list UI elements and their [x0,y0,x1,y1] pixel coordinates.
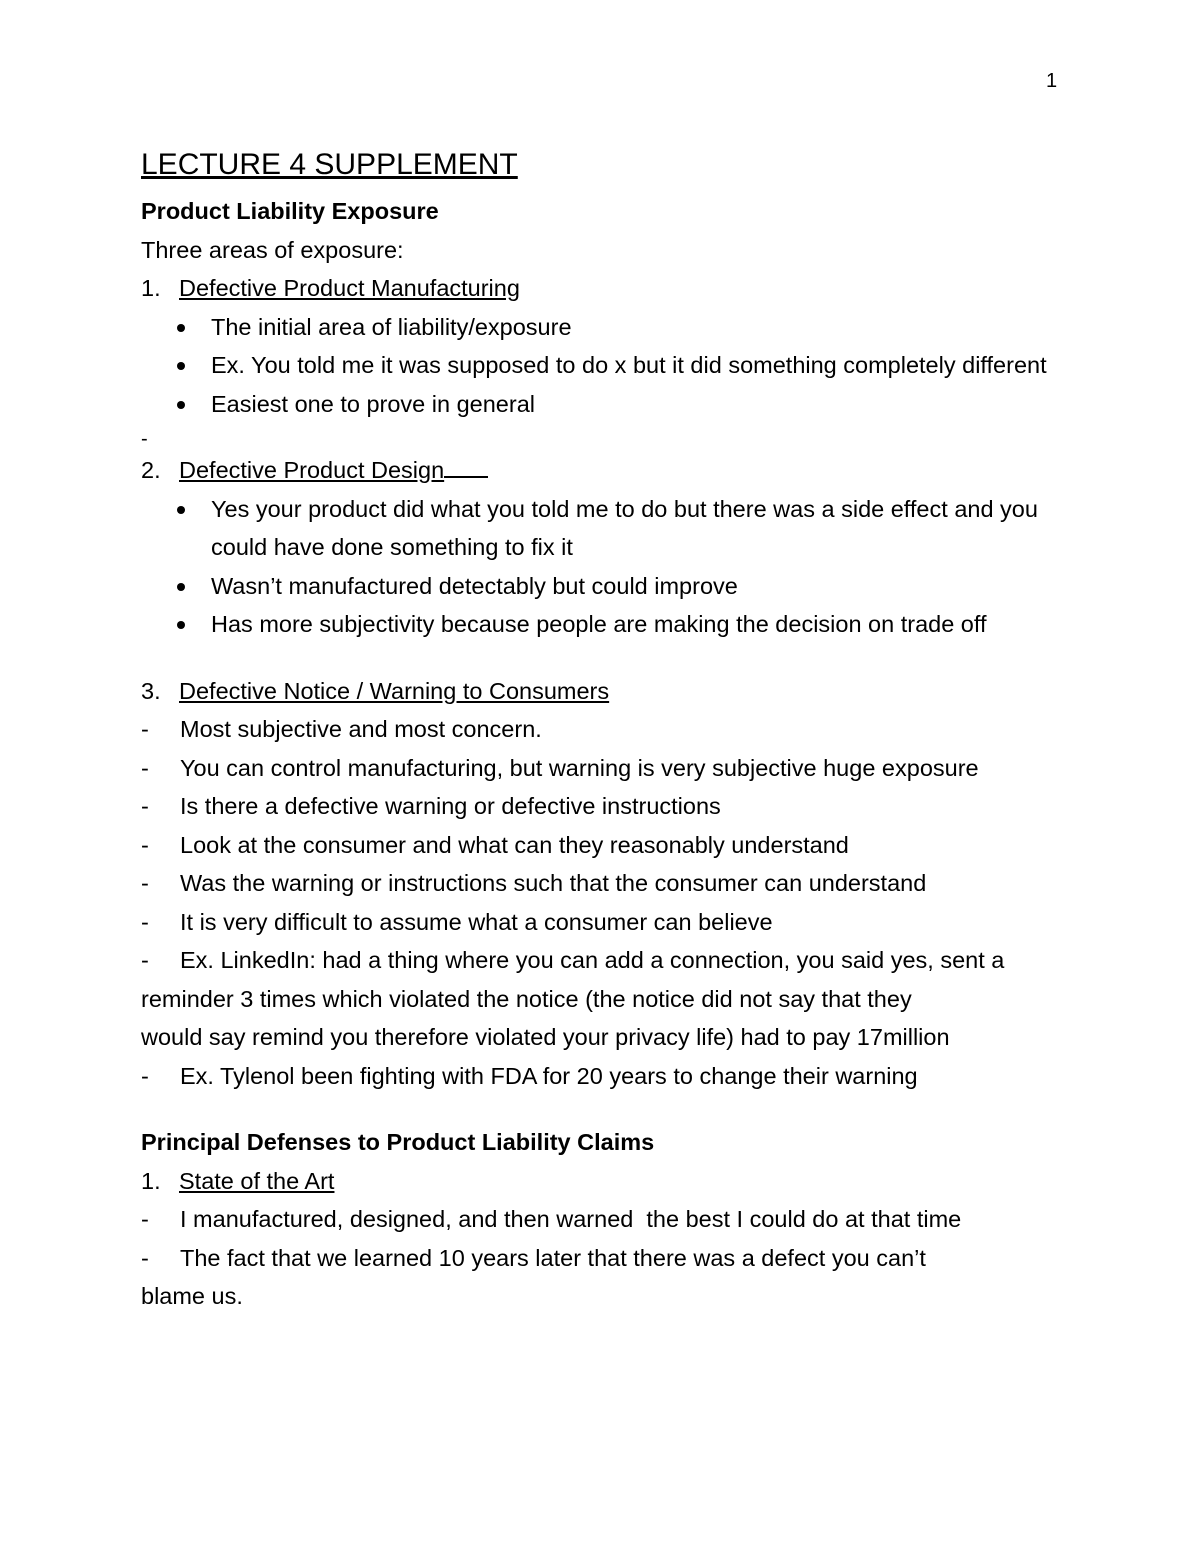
section-heading-defenses: Principal Defenses to Product Liability Claims [141,1129,655,1155]
dash-item [141,749,1061,788]
bullet-item [141,385,1061,424]
dash-item [141,903,1061,942]
dash-marker: - [141,1244,149,1271]
continuation-text: reminder 3 times which violated the notice (the notice did not say that they [141,985,912,1012]
item-label-wrap [179,451,488,490]
dash-text: You can control manufacturing, but warning is very subjective huge exposure [180,754,979,781]
dash-marker: - [141,716,149,742]
dash-marker: - [141,754,149,781]
dash-item [141,710,1061,749]
document-title: LECTURE 4 SUPPLEMENT [141,148,518,181]
bullet-item [141,605,1061,644]
bullet-item [141,346,1061,385]
bullet-text: Yes your product did what you told me to do but there was a side effect and you could have done something to fix it [211,495,1038,560]
item-label: Defective Notice / Warning to Consumers [179,677,610,704]
numbered-item-state-of-art [141,1162,1061,1201]
dash-text: Was the warning or instructions such that the consumer can understand [180,870,927,896]
dash-text: Ex. Tylenol been fighting with FDA for 20 years to change their warning [180,1062,918,1089]
spacer [141,644,1061,672]
dash-marker: - [141,908,149,935]
numbered-item-design [141,451,1061,490]
dash-text: It is very difficult to assume what a consumer can believe [180,908,773,935]
dash-item [141,1057,1061,1096]
dash-item [141,864,1061,903]
bullet-text: Easiest one to prove in general [211,390,535,417]
bullet-item [141,308,1061,347]
item-number: 1. [141,275,161,301]
bullet-text: The initial area of liability/exposure [211,313,572,340]
item-number: 1. [141,1167,161,1194]
dash-item [141,787,1061,826]
bullet-icon [175,490,211,567]
dash-text: Most subjective and most concern. [180,716,542,742]
dash-marker: - [141,947,149,973]
spacer [141,1095,1061,1123]
bullet-icon [175,385,211,424]
numbered-item-notice [141,672,1061,711]
dash-item [141,826,1061,865]
section-heading-exposure: Product Liability Exposure [141,198,439,224]
continuation-text: would say remind you therefore violated your privacy life) had to pay 17million [141,1024,950,1050]
dash-item [141,1200,1061,1239]
bullet-icon [175,567,211,606]
underline-tail [444,475,488,478]
stray-dash: - [141,428,148,450]
document-body [141,146,1061,1316]
item-label: Defective Product Manufacturing [179,275,520,301]
bullet-icon [175,346,211,385]
dash-marker: - [141,831,149,858]
item-label: Defective Product Design [179,457,445,483]
bullet-item [141,490,1061,567]
bullet-text: Ex. You told me it was supposed to do x but it did something completely different [211,352,1047,378]
dash-marker: - [141,1206,149,1232]
intro-text: Three areas of exposure: [141,236,404,263]
dash-text: Ex. LinkedIn: had a thing where you can add a connection, you said yes, sent a [180,947,1005,973]
item-label: State of the Art [179,1167,335,1194]
continuation-text: blame us. [141,1283,243,1309]
dash-text: Is there a defective warning or defective instructions [180,793,721,819]
dash-item [141,1239,1061,1278]
bullet-text: Has more subjectivity because people are making the decision on trade off [211,611,987,637]
dash-text: The fact that we learned 10 years later that there was a defect you can’t [180,1244,926,1271]
bullet-icon [175,308,211,347]
dash-item [141,941,1061,980]
dash-marker: - [141,793,149,819]
dash-marker: - [141,1062,149,1089]
item-number: 3. [141,677,161,704]
dash-text: Look at the consumer and what can they reasonably understand [180,831,849,858]
dash-text: I manufactured, designed, and then warned the best I could do at that time [180,1206,962,1232]
page-number: 1 [1046,70,1058,92]
item-number: 2. [141,457,161,483]
numbered-item-manufacturing [141,269,1061,308]
bullet-item [141,567,1061,606]
bullet-text: Wasn’t manufactured detectably but could improve [211,572,738,599]
bullet-icon [175,605,211,644]
dash-marker: - [141,870,149,896]
